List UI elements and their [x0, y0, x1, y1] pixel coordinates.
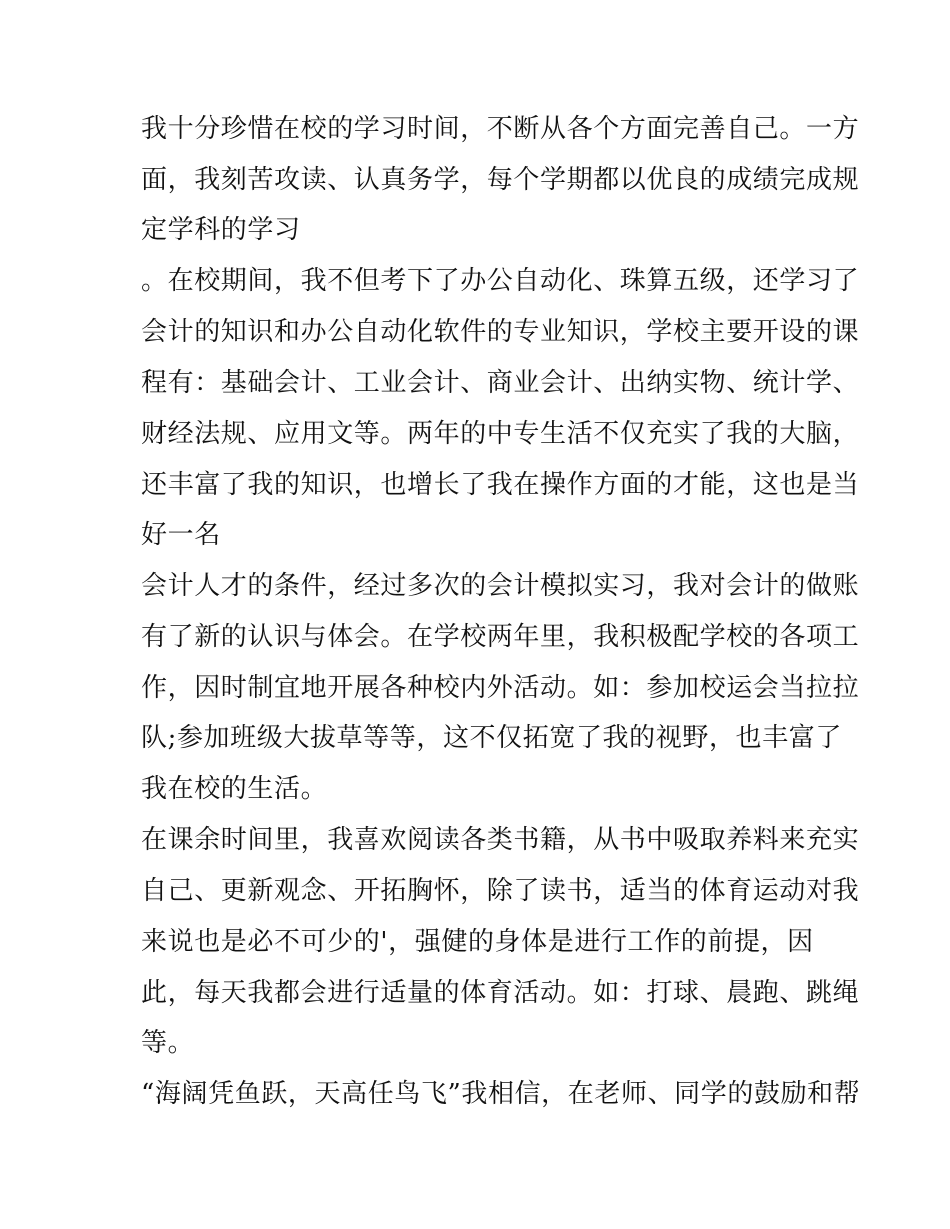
- text-line: 我在校的生活。: [141, 774, 328, 804]
- text-line: 财经法规、应用文等。两年的中专生活不仅充实了我的大脑，: [141, 419, 860, 449]
- text-line: 等。: [141, 1028, 195, 1058]
- text-line: 定学科的学习: [141, 215, 301, 245]
- text-line: 我十分珍惜在校的学习时间，不断从各个方面完善自己。一方: [141, 114, 860, 144]
- text-line: 。在校期间，我不但考下了办公自动化、珠算五级，还学习了: [141, 266, 860, 296]
- text-line: 队;参加班级大拔草等等，这不仅拓宽了我的视野，也丰富了: [141, 723, 842, 753]
- text-line: 面，我刻苦攻读、认真务学，每个学期都以优良的成绩完成规: [141, 165, 860, 195]
- text-line: 会计的知识和办公自动化软件的专业知识，学校主要开设的课: [141, 317, 860, 347]
- text-line: 作，因时制宜地开展各种校内外活动。如：参加校运会当拉拉: [141, 673, 860, 703]
- text-line: 好一名: [141, 520, 221, 550]
- text-line: 有了新的认识与体会。在学校两年里，我积极配学校的各项工: [141, 622, 860, 652]
- text-line: 此，每天我都会进行适量的体育活动。如：打球、晨跑、跳绳: [141, 978, 860, 1008]
- text-line: 在课余时间里，我喜欢阅读各类书籍，从书中吸取养料来充实: [141, 825, 860, 855]
- text-line: 会计人才的条件，经过多次的会计模拟实习，我对会计的做账: [141, 571, 860, 601]
- text-line: 程有：基础会计、工业会计、商业会计、出纳实物、统计学、: [141, 368, 860, 398]
- text-line: “海阔凭鱼跃，天高任鸟飞”我相信，在老师、同学的鼓励和帮: [141, 1079, 861, 1109]
- text-line: 来说也是必不可少的'，强健的身体是进行工作的前提，因: [141, 927, 814, 957]
- text-line: 还丰富了我的知识，也增长了我在操作方面的才能，这也是当: [141, 470, 860, 500]
- text-line: 自己、更新观念、开拓胸怀，除了读书，适当的体育运动对我: [141, 876, 860, 906]
